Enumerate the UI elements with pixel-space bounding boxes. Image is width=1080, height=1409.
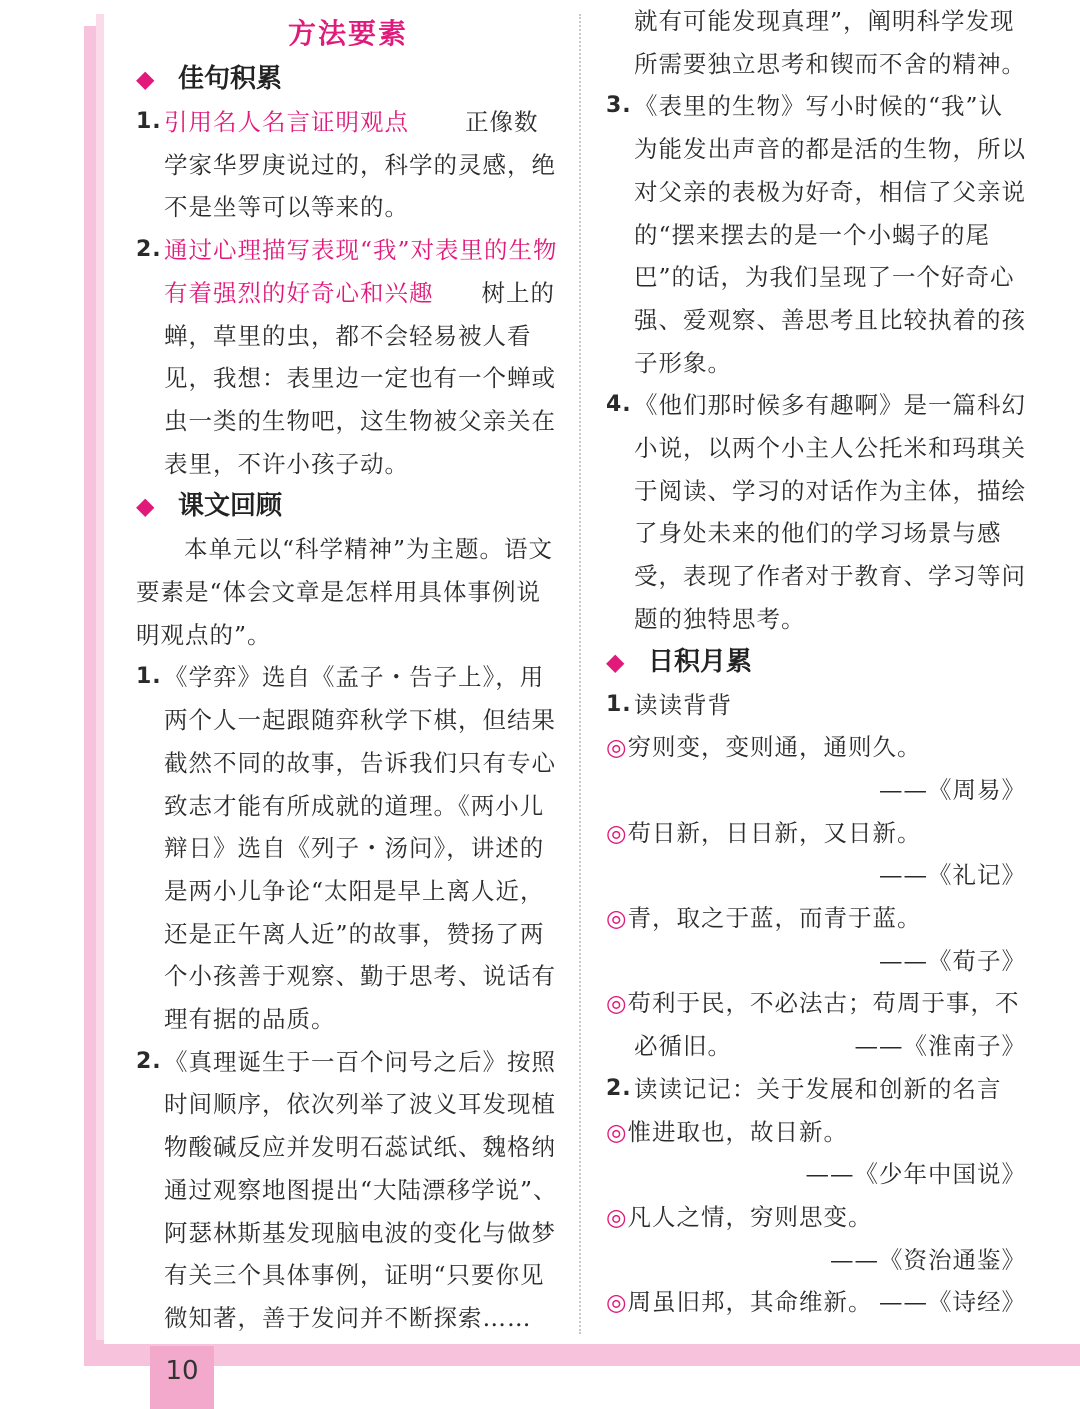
page-number: 10 — [165, 1356, 199, 1386]
section-heading-label: 日积月累 — [648, 646, 753, 677]
quote-source: ——《周易》 — [879, 775, 1026, 804]
section-heading-label: 课文回顾 — [178, 491, 283, 522]
quote-source: ——《礼记》 — [879, 861, 1026, 890]
section-heading-rijiyuelei — [606, 641, 1026, 684]
quote-line — [606, 726, 1026, 769]
quote-text: 苟日新，日日新，又日新。 — [627, 818, 922, 847]
circle-bullet-icon: ◎ — [606, 818, 628, 847]
quote-line — [606, 812, 1026, 855]
quote-line — [606, 1025, 1026, 1068]
list-item — [606, 384, 1026, 640]
subheading-label: 读读记记：关于发展和创新的名言 — [634, 1074, 1002, 1103]
diamond-icon: ◆ — [136, 65, 155, 93]
item-body: 《表里的生物》写小时候的“我”认为能发出声音的都是活的生物，所以对父亲的表极为好奇，相信了父亲说的“摆来摆去的是一个小蝎子的尾巴”的话，为我们呈现了一个好奇心强、爱观察、善思考且比较执着的孩子形象。 — [634, 92, 1026, 377]
quote-source: ——《诗经》 — [879, 1288, 1026, 1317]
quote-source: ——《少年中国说》 — [805, 1160, 1026, 1189]
diamond-icon: ◆ — [606, 647, 625, 676]
highlight-text: 通过心理描写表现“我”对表里的生物有着强烈的好奇心和兴趣 — [164, 236, 558, 307]
quote-text: 周虽旧邦，其命维新。 — [627, 1288, 873, 1317]
subheading — [606, 684, 1026, 727]
list-item — [136, 1041, 560, 1340]
circle-bullet-icon: ◎ — [606, 733, 628, 762]
circle-bullet-icon: ◎ — [606, 1202, 628, 1231]
circle-bullet-icon: ◎ — [606, 1117, 628, 1146]
item-number: 2. — [136, 1048, 162, 1074]
item-number: 2. — [606, 1075, 632, 1101]
section-heading-jiaju — [136, 58, 560, 101]
item-number: 4. — [606, 392, 632, 418]
item-body: 树上的蝉，草里的虫，都不会轻易被人看见，我想：表里边一定也有一个蝉或虫一类的生物吧，这生物被父亲关在表里，不许小孩子动。 — [164, 278, 556, 478]
circle-bullet-icon: ◎ — [606, 904, 628, 933]
quote-line — [606, 1281, 1026, 1324]
item-body: 正像数学家华罗庚说过的，科学的灵感，绝不是坐等可以等来的。 — [164, 108, 556, 222]
page-number-tab — [150, 1346, 214, 1409]
section-heading-kewen — [136, 485, 560, 528]
item-number: 1. — [606, 691, 632, 717]
quote-text: 苟利于民，不必法古；苟周于事，不 — [627, 989, 1020, 1018]
list-item — [136, 229, 560, 485]
diamond-icon: ◆ — [136, 492, 155, 521]
column-divider — [579, 14, 581, 1334]
quote-line — [606, 1111, 1026, 1154]
item-number: 2. — [136, 237, 162, 263]
highlight-text: 引用名人名言证明观点 — [164, 108, 409, 136]
item-body: 《真理诞生于一百个问号之后》按照时间顺序，依次列举了波义耳发现植物酸碱反应并发明石蕊试纸、魏格纳通过观察地图提出“大陆漂移学说”、阿瑟林斯基发现脑电波的变化与做梦有关三个具体事例，证明“只要你见微知著，善于发问并不断探索…… — [164, 1047, 558, 1332]
circle-bullet-icon: ◎ — [606, 989, 628, 1018]
quote-line — [606, 1196, 1026, 1239]
item-number: 1. — [136, 109, 162, 134]
list-item — [606, 85, 1026, 384]
quote-line — [606, 897, 1026, 940]
section-heading-label: 佳句积累 — [178, 64, 283, 94]
quote-text: 青，取之于蓝，而青于蓝。 — [627, 904, 922, 933]
quote-source: ——《资治通鉴》 — [830, 1245, 1026, 1274]
subheading — [606, 1068, 1026, 1111]
list-item — [136, 656, 560, 1040]
item-number: 1. — [136, 664, 162, 690]
item-body: 《他们那时候多有趣啊》是一篇科幻小说，以两个小主人公托米和玛琪关于阅读、学习的对话作为主体，描绘了身处未来的他们的学习场景与感受，表现了作者对于教育、学习等问题的独特思考。 — [634, 391, 1026, 633]
quote-line — [606, 982, 1026, 1025]
quote-source: ——《淮南子》 — [854, 1032, 1026, 1061]
circle-bullet-icon: ◎ — [606, 1288, 628, 1317]
quote-text: 惟进取也，故日新。 — [627, 1117, 849, 1146]
quote-text: 必循旧。 — [634, 1032, 732, 1061]
intro-paragraph: 本单元以“科学精神”为主题。语文要素是“体会文章是怎样用具体事例说明观点的”。 — [136, 535, 554, 649]
right-column — [606, 0, 1026, 1324]
left-column — [136, 0, 560, 1340]
item-number: 3. — [606, 93, 632, 119]
quote-text: 穷则变，变则通，通则久。 — [627, 733, 922, 762]
subheading-label: 读读背背 — [634, 690, 732, 719]
item-body: 《学弈》选自《孟子・告子上》，用两个人一起跟随弈秋学下棋，但结果截然不同的故事，告诉我们只有专心致志才能有所成就的道理。《两小儿辩日》选自《列子・汤问》，讲述的是两小儿争论“太阳是早上离人近，还是正午离人近”的故事，赞扬了两个小孩善于观察、勤于思考、说话有理有据的品质。 — [164, 663, 556, 1034]
quote-source: ——《荀子》 — [879, 946, 1026, 975]
continued-text: 就有可能发现真理”，阐明科学发现所需要独立思考和锲而不舍的精神。 — [634, 7, 1026, 78]
list-item — [136, 101, 560, 229]
page-title: 方法要素 — [287, 17, 408, 50]
quote-text: 凡人之情，穷则思变。 — [627, 1202, 873, 1231]
